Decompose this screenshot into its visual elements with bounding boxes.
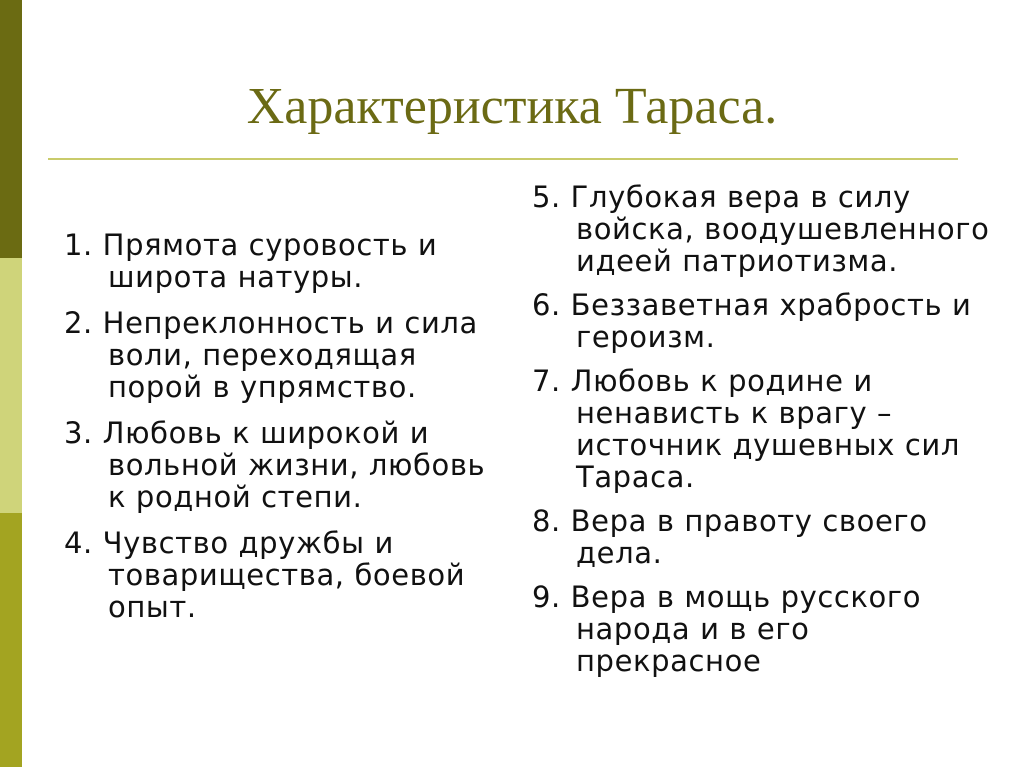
right-list	[532, 181, 1002, 689]
list-item: 2. Непреклонность и сила воли, переходящая порой в упрямство.	[64, 306, 478, 404]
left-list	[64, 229, 504, 637]
list-item: 5. Глубокая вера в силу войска, воодушевленного идеей патриотизма.	[532, 180, 990, 278]
list-item: 7. Любовь к родине и ненависть к врагу – источник душевных сил Тараса.	[532, 364, 960, 494]
list-item: 6. Беззаветная храбрость и героизм.	[532, 288, 972, 354]
decor-bar-mid	[0, 513, 22, 767]
list-item: 1. Прямота суровость и широта натуры.	[64, 228, 438, 294]
list-item: 3. Любовь к широкой и вольной жизни, любовь к родной степи.	[64, 416, 486, 514]
title-underline	[48, 158, 958, 160]
list-item: 4. Чувство дружбы и товарищества, боевой опыт.	[64, 526, 466, 624]
slide-title: Характеристика Тараса.	[246, 78, 778, 135]
decor-bar-light	[0, 258, 22, 513]
list-item: 8. Вера в правоту своего дела.	[532, 504, 928, 570]
list-item: 9. Вера в мощь русского народа и в его прекрасное	[532, 580, 922, 678]
